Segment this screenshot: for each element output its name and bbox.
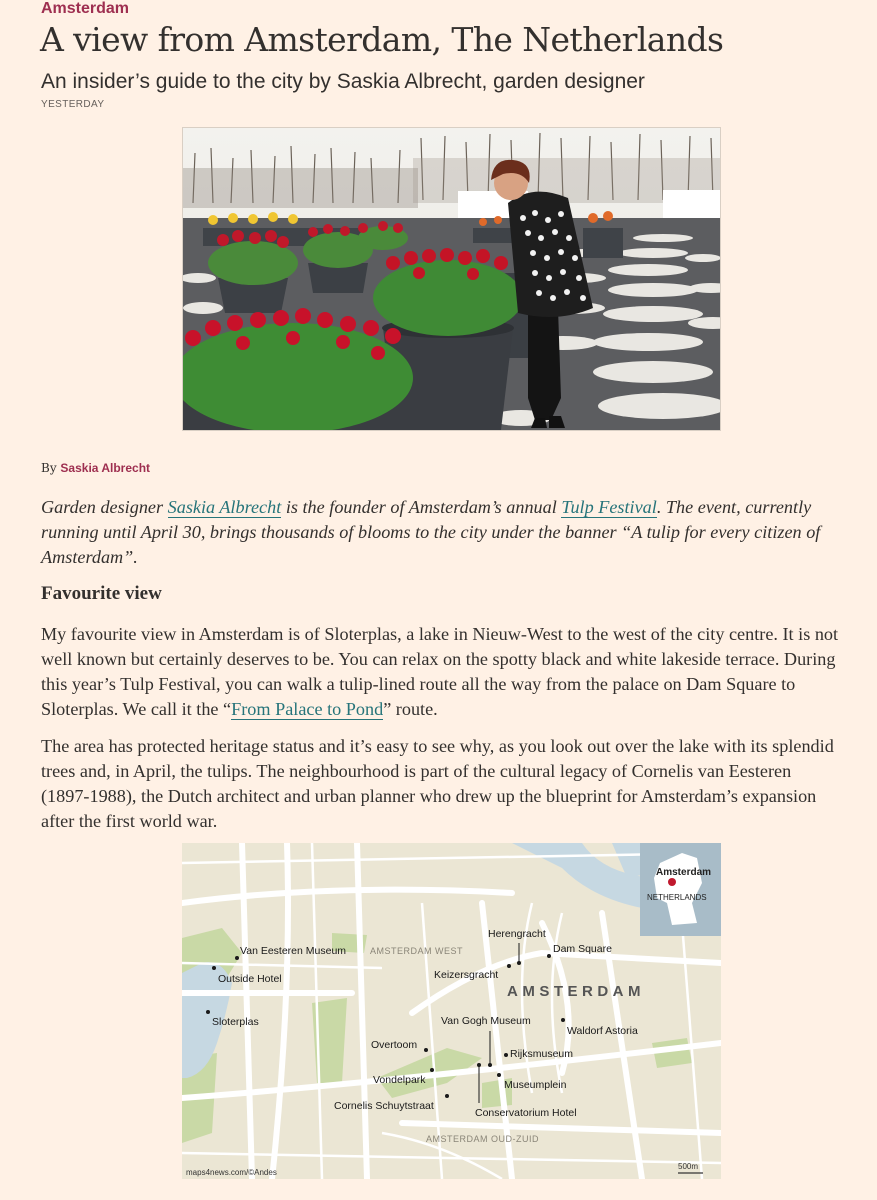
map-credit: maps4news.com/©Andes <box>186 1168 277 1177</box>
byline-author-link[interactable]: Saskia Albrecht <box>60 461 151 475</box>
city-map <box>182 843 721 1179</box>
map-label-van-eesteren: Van Eesteren Museum <box>240 945 347 957</box>
map-label-conservatorium: Conservatorium Hotel <box>475 1107 577 1119</box>
paragraph-1-text-2: ” route. <box>383 699 438 719</box>
intro-text-2: is the founder of Amsterdam’s annual <box>281 497 562 517</box>
map-label-van-gogh: Van Gogh Museum <box>441 1015 531 1027</box>
intro-text-3: . The event, currently running until April 30, brings thousands of blooms to the city under the banner “A tulip for every citizen of Amsterdam”. <box>41 497 821 567</box>
map-label-museumplein: Museumplein <box>504 1079 567 1091</box>
map-scale-label: 500m <box>678 1162 699 1171</box>
district-zuid-label: AMSTERDAM OUD-ZUID <box>426 1134 539 1144</box>
standfirst: An insider’s guide to the city by Saskia Albrecht, garden designer <box>41 70 645 93</box>
saskia-albrecht-link[interactable]: Saskia Albrecht <box>167 497 282 517</box>
photo-illustration <box>183 128 721 431</box>
map-label-rijksmuseum: Rijksmuseum <box>510 1048 574 1060</box>
section-link[interactable]: Amsterdam <box>41 0 130 17</box>
paragraph-1 <box>41 622 841 722</box>
map-illustration <box>182 843 721 1179</box>
map-label-keizersgracht: Keizersgracht <box>434 969 499 981</box>
map-label-cornelis: Cornelis Schuytstraat <box>334 1100 434 1112</box>
map-label-herengracht: Herengracht <box>488 928 546 940</box>
map-label-sloterplas: Sloterplas <box>212 1016 259 1028</box>
map-label-waldorf: Waldorf Astoria <box>567 1025 638 1037</box>
map-label-vondelpark: Vondelpark <box>373 1074 426 1086</box>
palace-to-pond-link[interactable]: From Palace to Pond <box>231 699 384 719</box>
publish-date: YESTERDAY <box>41 99 105 110</box>
byline <box>41 461 150 475</box>
city-label: AMSTERDAM <box>507 983 645 1000</box>
byline-prefix: By <box>41 461 61 475</box>
intro-text-1: Garden designer <box>41 497 168 517</box>
hero-photo <box>182 127 721 431</box>
section-heading: Favourite view <box>41 583 162 604</box>
map-label-outside-hotel: Outside Hotel <box>218 973 282 985</box>
district-west-label: AMSTERDAM WEST <box>370 946 464 956</box>
intro-paragraph <box>41 495 841 570</box>
paragraph-1-text-1: My favourite view in Amsterdam is of Sloterplas, a lake in Nieuw-West to the west of the city centre. It is not well known but certainly deserves to be. You can relax on the spotty black and white lakeside terrace. During this year’s Tulp Festival, you can walk a tulip-lined route all the way from the palace on Dam Square to Sloterplas. We call it the “ <box>41 624 839 719</box>
inset-country-label: NETHERLANDS <box>647 893 707 902</box>
map-label-dam-square: Dam Square <box>553 943 612 955</box>
headline: A view from Amsterdam, The Netherlands <box>40 20 724 59</box>
map-label-overtoom: Overtoom <box>371 1039 418 1051</box>
inset-city-label: Amsterdam <box>656 867 712 878</box>
tulp-festival-link[interactable]: Tulp Festival <box>561 497 657 517</box>
paragraph-2: The area has protected heritage status and it’s easy to see why, as you look out over the lake with its splendid trees and, in April, the tulips. The neighbourhood is part of the cultural legacy of Cornelis van Eesteren (1897-1988), the Dutch architect and urban planner who drew up the blueprint for Amsterdam’s expansion after the first world war. <box>41 736 834 831</box>
